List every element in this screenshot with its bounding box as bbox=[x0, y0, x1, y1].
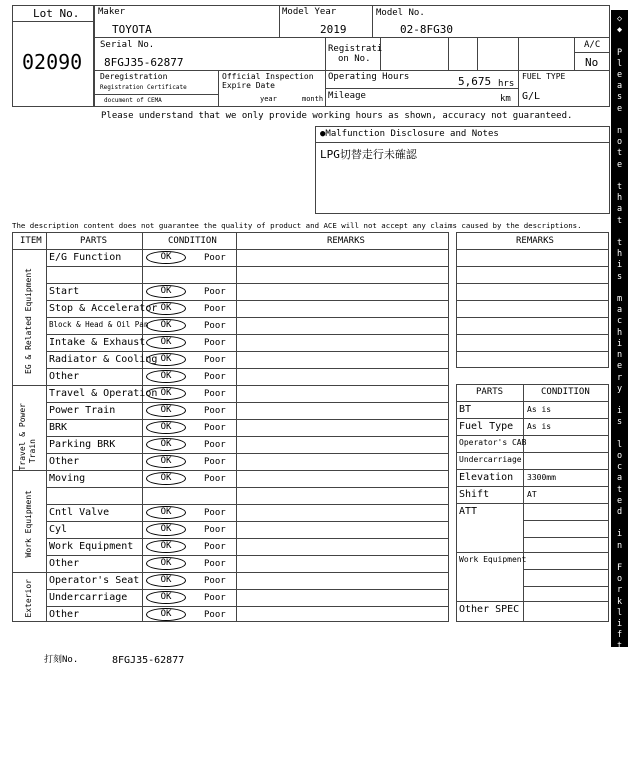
poor-option: Poor bbox=[204, 355, 226, 365]
deregistration-label: Deregistration bbox=[100, 72, 168, 81]
poor-option: Poor bbox=[204, 406, 226, 416]
ok-marker: OK bbox=[146, 302, 186, 315]
poor-option: Poor bbox=[204, 559, 226, 569]
part-label: Intake & Exhaust bbox=[49, 337, 146, 348]
group-work: Work Equipment bbox=[24, 490, 33, 558]
poor-option: Poor bbox=[204, 593, 226, 603]
ok-marker: OK bbox=[146, 319, 186, 332]
ok-marker: OK bbox=[146, 557, 186, 570]
ok-marker: OK bbox=[146, 421, 186, 434]
hrs-unit: hrs bbox=[498, 79, 515, 89]
spec-part: Undercarriage bbox=[459, 455, 522, 464]
ok-marker: OK bbox=[146, 438, 186, 451]
ok-marker: OK bbox=[146, 285, 186, 298]
header-remarks: REMARKS bbox=[327, 236, 365, 246]
group-exterior: Exterior bbox=[24, 579, 33, 618]
lot-label: Lot No. bbox=[33, 7, 80, 20]
poor-option: Poor bbox=[204, 440, 226, 450]
ok-marker: OK bbox=[146, 370, 186, 383]
ok-marker: OK bbox=[146, 251, 186, 264]
cema-label: document of CEMA bbox=[104, 97, 162, 104]
poor-option: Poor bbox=[204, 253, 226, 263]
part-label: Other bbox=[49, 609, 80, 620]
header-item: ITEM bbox=[20, 236, 42, 246]
ok-marker: OK bbox=[146, 574, 186, 587]
spec-value: AT bbox=[527, 490, 537, 499]
part-label: Other bbox=[49, 456, 80, 467]
poor-option: Poor bbox=[204, 338, 226, 348]
part-label: Other bbox=[49, 558, 80, 569]
header-condition: CONDITION bbox=[168, 236, 217, 246]
spec-condition-header: CONDITION bbox=[541, 387, 590, 397]
part-label: Other bbox=[49, 371, 80, 382]
month-label: month bbox=[302, 95, 324, 103]
part-label: Cyl bbox=[49, 524, 68, 535]
poor-option: Poor bbox=[204, 508, 226, 518]
spec-part: Operator's CAB bbox=[459, 438, 527, 447]
poor-option: Poor bbox=[204, 304, 226, 314]
group-travel-1: Travel & Power bbox=[18, 403, 27, 471]
part-label: E/G Function bbox=[49, 252, 122, 263]
km-unit: km bbox=[500, 94, 511, 104]
model-year-label: Model Year bbox=[282, 7, 337, 17]
poor-option: Poor bbox=[204, 287, 226, 297]
ac-value: No bbox=[585, 56, 599, 69]
right-remarks-header: REMARKS bbox=[516, 236, 554, 246]
header-parts: PARTS bbox=[80, 236, 108, 246]
poor-option: Poor bbox=[204, 321, 226, 331]
hours-notice: Please understand that we only provide working hours as shown, accuracy not guaranteed. bbox=[101, 111, 573, 121]
part-label: Stop & Accelerator bbox=[49, 303, 158, 314]
ok-marker: OK bbox=[146, 404, 186, 417]
poor-option: Poor bbox=[204, 576, 226, 586]
model-year-value: 2019 bbox=[320, 23, 347, 36]
stamp-label: 打刻No. bbox=[44, 655, 79, 665]
part-label: Power Train bbox=[49, 405, 116, 416]
part-label: Moving bbox=[49, 473, 86, 484]
spec-value: 3300mm bbox=[527, 473, 556, 482]
ok-marker: OK bbox=[146, 336, 186, 349]
group-travel-2: Train bbox=[28, 439, 37, 464]
inspection-label-2: Expire Date bbox=[222, 81, 275, 90]
spec-part: BT bbox=[459, 404, 472, 415]
poor-option: Poor bbox=[204, 542, 226, 552]
spec-value: As is bbox=[527, 422, 552, 431]
part-label: BRK bbox=[49, 422, 68, 433]
malfunction-title: ●Malfunction Disclosure and Notes bbox=[320, 129, 499, 139]
part-label: Work Equipment bbox=[49, 541, 134, 552]
spec-part: Other SPEC bbox=[459, 604, 520, 615]
registration-cert-label: Registration Certificate bbox=[100, 84, 187, 91]
malfunction-box bbox=[315, 126, 610, 214]
inspection-label-1: Official Inspection bbox=[222, 72, 314, 81]
ok-marker: OK bbox=[146, 455, 186, 468]
ok-marker: OK bbox=[146, 608, 186, 621]
lot-number: 02090 bbox=[22, 50, 83, 74]
ok-marker: OK bbox=[146, 506, 186, 519]
operating-hours-label: Operating Hours bbox=[328, 72, 410, 82]
ok-marker: OK bbox=[146, 387, 186, 400]
maker-label: Maker bbox=[98, 7, 126, 17]
spec-value: As is bbox=[527, 405, 552, 414]
poor-option: Poor bbox=[204, 610, 226, 620]
group-eg: EG & Related Equipment bbox=[24, 268, 33, 374]
poor-option: Poor bbox=[204, 474, 226, 484]
poor-option: Poor bbox=[204, 389, 226, 399]
spec-part: ATT bbox=[459, 506, 478, 517]
poor-option: Poor bbox=[204, 423, 226, 433]
maker-value: TOYOTA bbox=[112, 23, 152, 36]
spec-part: Shift bbox=[459, 489, 490, 500]
ok-marker: OK bbox=[146, 523, 186, 536]
year-label: year bbox=[260, 95, 277, 103]
registration-label-1: Registrati bbox=[328, 44, 383, 54]
part-label: Operator's Seat bbox=[49, 575, 140, 586]
ok-marker: OK bbox=[146, 472, 186, 485]
ok-marker: OK bbox=[146, 353, 186, 366]
spec-parts-header: PARTS bbox=[476, 387, 504, 397]
ok-marker: OK bbox=[146, 540, 186, 553]
model-no-value: 02-8FG30 bbox=[400, 23, 453, 36]
part-label: Cntl Valve bbox=[49, 507, 110, 518]
spec-part: Work Equipment bbox=[459, 555, 527, 564]
side-notice-text: ◇ ◆ P l e a s e n o t e t h a t t h i s m a c h i n e r y i s l o c a t e d i n F o r k l i f t P a r k i n g ◆ ◇ bbox=[616, 14, 623, 775]
part-label: Block & Head & Oil Pan bbox=[49, 320, 149, 329]
ok-marker: OK bbox=[146, 591, 186, 604]
spec-part: Fuel Type bbox=[459, 421, 514, 432]
quality-disclaimer: The description content does not guarantee the quality of product and ACE will not accept any claims caused by the descriptions. bbox=[12, 221, 582, 230]
spec-part: Elevation bbox=[459, 472, 514, 483]
part-label: Undercarriage bbox=[49, 592, 128, 603]
malfunction-text: LPG切替走行未確認 bbox=[320, 148, 417, 161]
fuel-type-value: G/L bbox=[522, 91, 541, 102]
registration-label-2: on No. bbox=[338, 54, 371, 64]
serial-value: 8FGJ35-62877 bbox=[104, 56, 184, 69]
stamp-value: 8FGJ35-62877 bbox=[112, 655, 185, 666]
model-no-label: Model No. bbox=[376, 8, 425, 18]
poor-option: Poor bbox=[204, 457, 226, 467]
part-label: Travel & Operation bbox=[49, 388, 158, 399]
part-label: Radiator & Cooling bbox=[49, 354, 158, 365]
part-label: Parking BRK bbox=[49, 439, 116, 450]
serial-label: Serial No. bbox=[100, 40, 155, 50]
poor-option: Poor bbox=[204, 372, 226, 382]
mileage-label: Mileage bbox=[328, 91, 366, 101]
poor-option: Poor bbox=[204, 525, 226, 535]
ac-label: A/C bbox=[584, 40, 601, 50]
operating-hours-value: 5,675 bbox=[458, 75, 492, 88]
fuel-type-label: FUEL TYPE bbox=[522, 72, 566, 81]
part-label: Start bbox=[49, 286, 80, 297]
